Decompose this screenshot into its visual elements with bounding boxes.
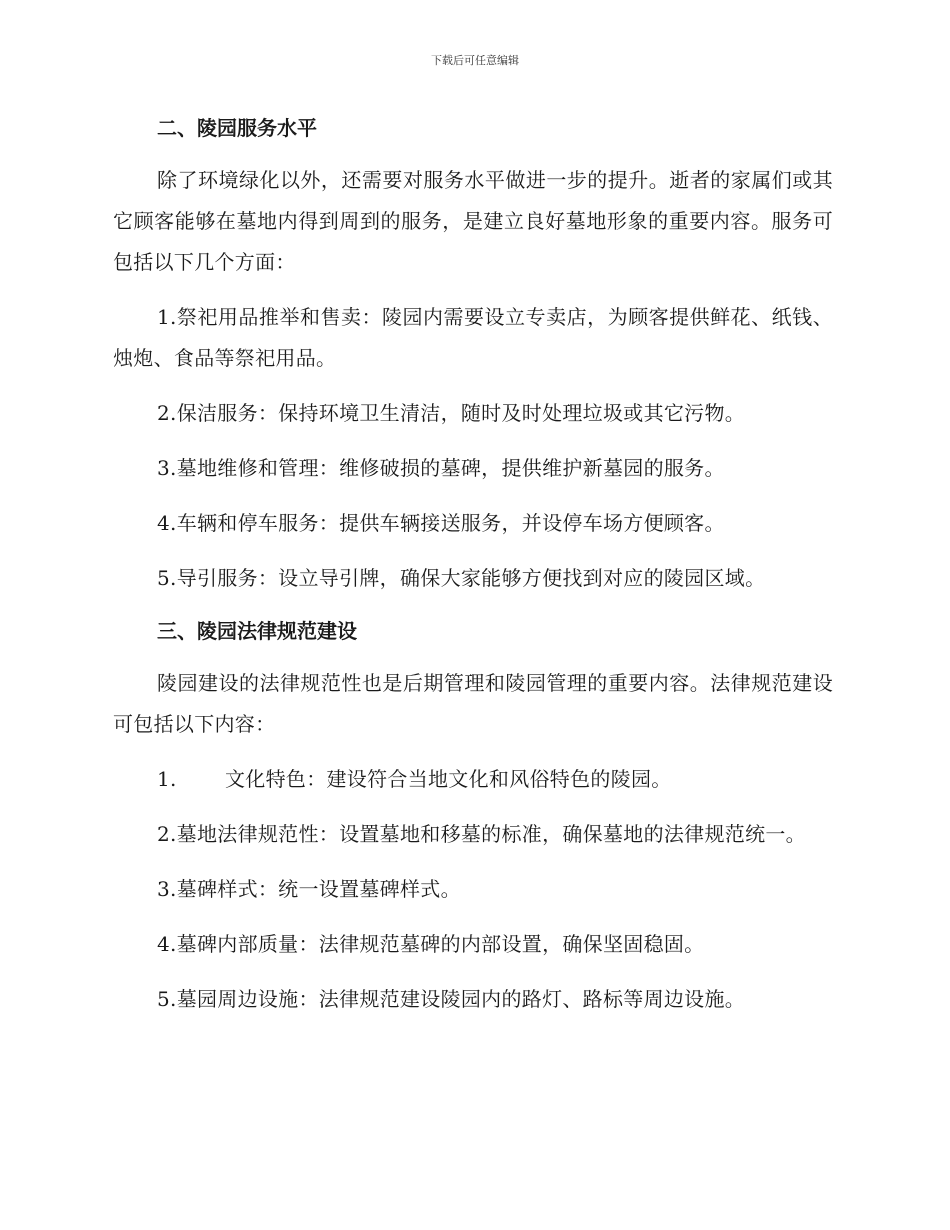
list-item-number: 2.: [157, 822, 177, 846]
list-item: [113, 814, 833, 855]
list-item-number: 4.: [157, 932, 177, 956]
page-header: 下载后可任意编辑: [431, 54, 519, 67]
list-item: [113, 297, 833, 379]
list-item-number: 4.: [157, 511, 177, 535]
list-item: [113, 869, 833, 910]
list-item-number: 1.: [157, 767, 177, 791]
list-item-text: 保洁服务：保持环境卫生清洁，随时及时处理垃圾或其它污物。: [176, 401, 746, 425]
list-item-text: 墓碑内部质量：法律规范墓碑的内部设置，确保坚固稳固。: [176, 932, 705, 956]
list-item-text: 墓碑样式：统一设置墓碑样式。: [176, 877, 461, 901]
list-item-number: 3.: [157, 456, 177, 480]
list-item-text: 墓园周边设施：法律规范建设陵园内的路灯、路标等周边设施。: [176, 987, 746, 1011]
list-item-number: 5.: [157, 566, 177, 590]
list-item-text: 墓地法律规范性：设置墓地和移墓的标准，确保墓地的法律规范统一。: [176, 822, 806, 846]
section-heading-legal: 三、陵园法律规范建设: [157, 619, 357, 643]
section-intro-legal: 陵园建设的法律规范性也是后期管理和陵园管理的重要内容。法律规范建设可包括以下内容：: [113, 671, 833, 736]
list-item: [113, 393, 833, 434]
list-item-text: 墓地维修和管理：维修破损的墓碑，提供维护新墓园的服务。: [176, 456, 725, 480]
list-item: [113, 759, 833, 800]
list-item: [113, 979, 833, 1020]
list-item: [113, 448, 833, 489]
list-item-number: 5.: [157, 987, 177, 1011]
section-intro-service: 除了环境绿化以外，还需要对服务水平做进一步的提升。逝者的家属们或其它顾客能够在墓地内得到周到的服务，是建立良好墓地形象的重要内容。服务可包括以下几个方面：: [113, 168, 833, 274]
section-heading-service: 二、陵园服务水平: [157, 116, 317, 140]
list-item-number: 3.: [157, 877, 177, 901]
list-item: [113, 503, 833, 544]
list-item-text: 祭祀用品推举和售卖：陵园内需要设立专卖店，为顾客提供鲜花、纸钱、烛炮、食品等祭祀用品。: [113, 305, 833, 370]
list-item-number: 1.: [157, 305, 177, 329]
document-body: [113, 110, 833, 1034]
list-item: [113, 924, 833, 965]
list-item-text: 车辆和停车服务：提供车辆接送服务，并设停车场方便顾客。: [176, 511, 725, 535]
list-item-text: 导引服务：设立导引牌，确保大家能够方便找到对应的陵园区域。: [176, 566, 766, 590]
list-item-number: 2.: [157, 401, 177, 425]
list-item-text: 文化特色：建设符合当地文化和风俗特色的陵园。: [225, 767, 672, 791]
list-item: [113, 558, 833, 599]
